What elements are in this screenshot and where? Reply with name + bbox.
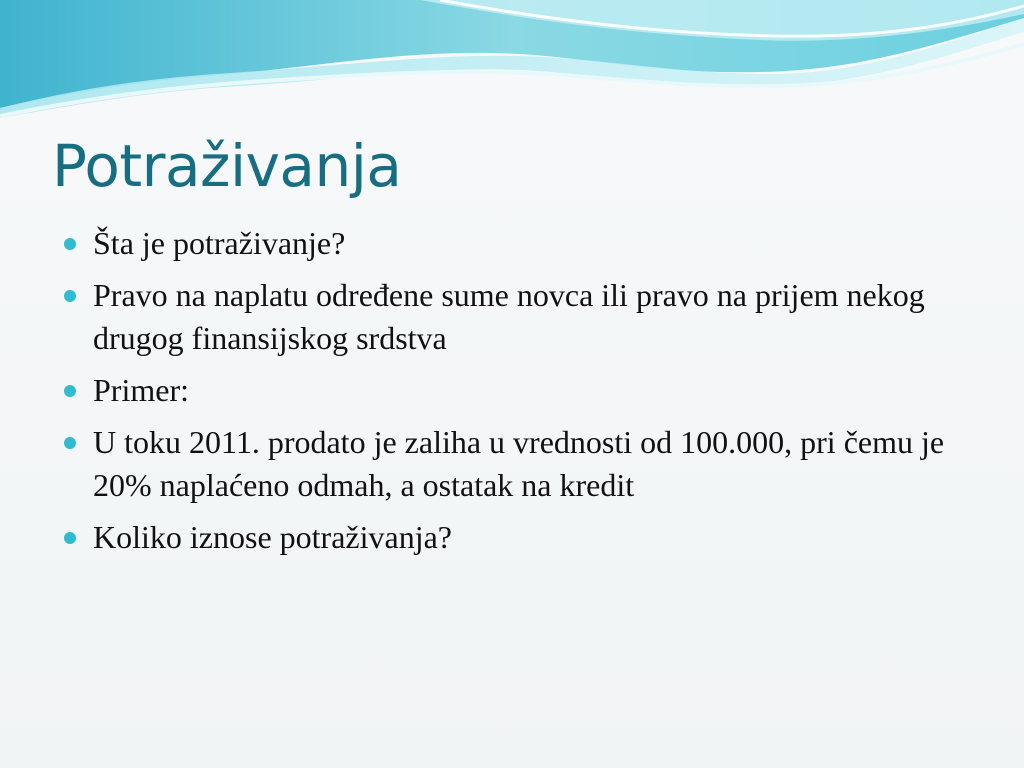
bullet-text: Šta je potraživanje? bbox=[93, 225, 346, 261]
bullet-text: Koliko iznose potraživanja? bbox=[93, 519, 452, 555]
bullet-dot-icon bbox=[64, 238, 76, 250]
bullet-text: Primer: bbox=[93, 372, 189, 408]
slide-title: Potraživanja bbox=[52, 132, 402, 200]
bullet-item bbox=[62, 421, 982, 507]
bullet-dot-icon bbox=[64, 437, 76, 449]
bullet-item bbox=[62, 369, 982, 412]
bullet-dot-icon bbox=[64, 532, 76, 544]
bullet-text: Pravo na naplatu određene sume novca ili pravo na prijem nekog drugog finansijskog srdstva bbox=[93, 277, 925, 356]
bullet-dot-icon bbox=[64, 385, 76, 397]
bullet-list bbox=[62, 222, 982, 568]
bullet-item bbox=[62, 274, 982, 360]
bullet-text: U toku 2011. prodato je zaliha u vrednosti od 100.000, pri čemu je 20% naplaćeno odmah, a ostatak na kredit bbox=[93, 424, 945, 503]
bullet-item bbox=[62, 516, 982, 559]
bullet-item bbox=[62, 222, 982, 265]
header-wave-decoration bbox=[0, 0, 1024, 130]
bullet-dot-icon bbox=[64, 290, 76, 302]
